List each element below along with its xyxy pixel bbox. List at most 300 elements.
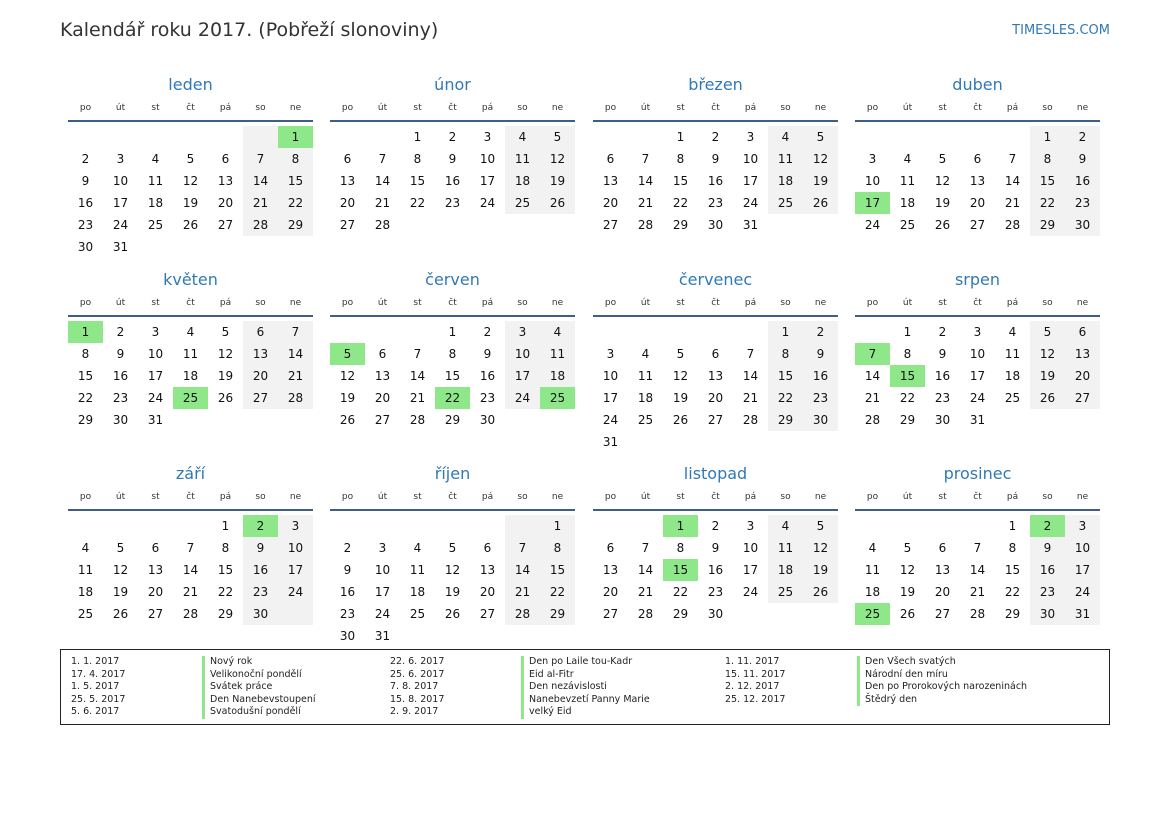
calendar-day: 24 <box>147 391 164 405</box>
month-name: květen <box>163 270 218 289</box>
day-grid <box>855 515 1100 625</box>
calendar-day: 4 <box>868 541 877 555</box>
calendar-day: 30 <box>934 413 951 427</box>
calendar-day: 18 <box>637 391 654 405</box>
calendar-day: 26 <box>549 196 566 210</box>
calendar-day: 1 <box>413 130 422 144</box>
calendar-day: 20 <box>339 196 356 210</box>
month-name: červen <box>425 270 480 289</box>
weekday-label: ne <box>289 103 302 113</box>
weekday-label: po <box>341 492 354 502</box>
calendar-day: 18 <box>777 563 794 577</box>
month-name: březen <box>688 75 743 94</box>
weekday-label: st <box>413 298 422 308</box>
calendar-day: 30 <box>339 629 356 643</box>
calendar-day: 9 <box>1078 152 1087 166</box>
calendar-day: 4 <box>1008 325 1017 339</box>
weekday-label: čt <box>973 298 982 308</box>
calendar-day: 16 <box>444 174 461 188</box>
calendar-day: 12 <box>549 152 566 166</box>
calendar-day: 6 <box>938 541 947 555</box>
calendar-day: 19 <box>934 196 951 210</box>
calendar-day: 20 <box>602 585 619 599</box>
calendar-day: 12 <box>339 369 356 383</box>
calendar-day: 21 <box>514 585 531 599</box>
calendar-day: 31 <box>602 435 619 449</box>
month-name: prosinec <box>943 464 1012 483</box>
calendar-day: 14 <box>287 347 304 361</box>
calendar-day: 11 <box>1004 347 1021 361</box>
calendar-day: 22 <box>77 391 94 405</box>
calendar-day: 9 <box>711 541 720 555</box>
calendar-day: 27 <box>969 218 986 232</box>
weekday-header <box>68 291 313 317</box>
calendar-day: 10 <box>1074 541 1091 555</box>
holiday-legend <box>60 649 1110 725</box>
weekday-label: ne <box>289 492 302 502</box>
day-grid <box>330 126 575 236</box>
calendar-day: 29 <box>77 413 94 427</box>
calendar-day: 16 <box>77 196 94 210</box>
calendar-day: 8 <box>903 347 912 361</box>
calendar-day: 16 <box>812 369 829 383</box>
month-7 <box>855 269 1100 431</box>
calendar-day: 17 <box>969 369 986 383</box>
calendar-day: 4 <box>781 519 790 533</box>
weekday-label: so <box>1042 103 1053 113</box>
calendar-day: 31 <box>1074 607 1091 621</box>
weekday-label: po <box>341 103 354 113</box>
legend-holiday-name: Svátek práce <box>202 681 272 694</box>
calendar-day: 21 <box>409 391 426 405</box>
calendar-day: 4 <box>81 541 90 555</box>
calendar-day: 21 <box>637 585 654 599</box>
calendar-day: 18 <box>147 196 164 210</box>
calendar-day: 20 <box>374 391 391 405</box>
calendar-day: 27 <box>1074 391 1091 405</box>
weekday-label: ne <box>551 492 564 502</box>
calendar-day: 21 <box>742 391 759 405</box>
weekday-label: pá <box>481 492 494 502</box>
day-grid <box>593 126 838 236</box>
weekday-label: st <box>151 298 160 308</box>
calendar-day: 27 <box>252 391 269 405</box>
weekday-label: út <box>902 298 913 308</box>
calendar-day: 15 <box>77 369 94 383</box>
weekday-label: út <box>640 492 651 502</box>
legend-holiday-name: Velikonoční pondělí <box>202 669 302 682</box>
calendar-day: 7 <box>256 152 265 166</box>
holiday-day: 2 <box>1030 515 1065 537</box>
calendar-day: 16 <box>112 369 129 383</box>
calendar-day: 8 <box>291 152 300 166</box>
calendar-day: 18 <box>777 174 794 188</box>
calendar-day: 7 <box>291 325 300 339</box>
legend-date: 17. 4. 2017 <box>71 668 126 680</box>
month-name: říjen <box>434 464 471 483</box>
calendar-day: 15 <box>672 174 689 188</box>
weekday-label: po <box>604 298 617 308</box>
calendar-day: 30 <box>112 413 129 427</box>
weekday-header <box>855 96 1100 122</box>
calendar-day: 19 <box>549 174 566 188</box>
calendar-day: 6 <box>256 325 265 339</box>
calendar-day: 17 <box>479 174 496 188</box>
calendar-day: 30 <box>812 413 829 427</box>
calendar-day: 7 <box>641 541 650 555</box>
calendar-day: 26 <box>672 413 689 427</box>
calendar-day: 11 <box>182 347 199 361</box>
calendar-day: 26 <box>1039 391 1056 405</box>
weekday-label: ne <box>1076 492 1089 502</box>
calendar-day: 22 <box>899 391 916 405</box>
calendar-day: 16 <box>339 585 356 599</box>
calendar-day: 7 <box>378 152 387 166</box>
calendar-day: 6 <box>343 152 352 166</box>
calendar-day: 19 <box>112 585 129 599</box>
calendar-day: 6 <box>378 347 387 361</box>
calendar-day: 18 <box>77 585 94 599</box>
calendar-day: 13 <box>602 174 619 188</box>
calendar-day: 8 <box>221 541 230 555</box>
page-title: Kalendář roku 2017. (Pobřeží slonoviny) <box>60 19 439 41</box>
calendar-day: 16 <box>252 563 269 577</box>
weekday-label: po <box>79 103 92 113</box>
calendar-day: 18 <box>1004 369 1021 383</box>
weekday-label: st <box>413 492 422 502</box>
calendar-day: 8 <box>1043 152 1052 166</box>
calendar-day: 29 <box>217 607 234 621</box>
calendar-day: 11 <box>514 152 531 166</box>
legend-date: 2. 12. 2017 <box>725 681 780 693</box>
weekday-label: pá <box>1006 492 1019 502</box>
weekday-label: čt <box>186 298 195 308</box>
calendar-day: 5 <box>1043 325 1052 339</box>
holiday-day: 1 <box>278 126 313 148</box>
calendar-day: 13 <box>147 563 164 577</box>
weekday-label: ne <box>814 103 827 113</box>
calendar-day: 26 <box>812 196 829 210</box>
calendar-day: 2 <box>711 519 720 533</box>
holiday-day: 7 <box>855 343 890 365</box>
calendar-day: 4 <box>781 130 790 144</box>
calendar-day: 28 <box>252 218 269 232</box>
calendar-day: 25 <box>899 218 916 232</box>
month-10 <box>593 463 838 625</box>
calendar-day: 14 <box>969 563 986 577</box>
weekday-label: st <box>938 492 947 502</box>
calendar-day: 13 <box>479 563 496 577</box>
weekday-label: ne <box>814 298 827 308</box>
weekday-label: út <box>640 103 651 113</box>
calendar-day: 24 <box>1074 585 1091 599</box>
calendar-day: 15 <box>549 563 566 577</box>
day-grid <box>593 515 838 625</box>
calendar-day: 8 <box>448 347 457 361</box>
calendar-day: 15 <box>1039 174 1056 188</box>
calendar-day: 5 <box>816 130 825 144</box>
calendar-day: 14 <box>182 563 199 577</box>
weekday-label: čt <box>711 298 720 308</box>
calendar-day: 3 <box>973 325 982 339</box>
calendar-day: 29 <box>777 413 794 427</box>
calendar-day: 25 <box>777 196 794 210</box>
calendar-day: 24 <box>742 196 759 210</box>
calendar-day: 24 <box>112 218 129 232</box>
calendar-day: 2 <box>1078 130 1087 144</box>
calendar-day: 21 <box>182 585 199 599</box>
calendar-day: 30 <box>77 240 94 254</box>
calendar-day: 24 <box>864 218 881 232</box>
calendar-day: 25 <box>777 585 794 599</box>
weekday-label: ne <box>551 298 564 308</box>
weekday-label: pá <box>481 103 494 113</box>
calendar-day: 1 <box>1008 519 1017 533</box>
legend-holiday-name: Den nezávislosti <box>521 681 607 694</box>
calendar-day: 2 <box>483 325 492 339</box>
calendar-day: 22 <box>409 196 426 210</box>
calendar-day: 3 <box>746 519 755 533</box>
calendar-day: 19 <box>444 585 461 599</box>
calendar-day: 11 <box>637 369 654 383</box>
calendar-day: 17 <box>742 563 759 577</box>
calendar-day: 23 <box>1074 196 1091 210</box>
calendar-day: 25 <box>1004 391 1021 405</box>
calendar-day: 12 <box>444 563 461 577</box>
calendar-day: 1 <box>903 325 912 339</box>
calendar-day: 4 <box>151 152 160 166</box>
weekday-label: so <box>255 103 266 113</box>
weekday-label: ne <box>289 298 302 308</box>
calendar-day: 22 <box>287 196 304 210</box>
calendar-day: 5 <box>186 152 195 166</box>
month-name: únor <box>434 75 471 94</box>
calendar-day: 10 <box>479 152 496 166</box>
calendar-day: 28 <box>287 391 304 405</box>
weekday-header <box>593 485 838 511</box>
calendar-day: 7 <box>746 347 755 361</box>
calendar-day: 9 <box>343 563 352 577</box>
weekday-label: út <box>377 298 388 308</box>
weekday-label: so <box>1042 492 1053 502</box>
legend-date: 1. 5. 2017 <box>71 681 120 693</box>
weekday-label: čt <box>448 298 457 308</box>
calendar-day: 24 <box>479 196 496 210</box>
calendar-day: 29 <box>549 607 566 621</box>
weekday-label: po <box>866 298 879 308</box>
calendar-day: 29 <box>672 218 689 232</box>
calendar-day: 3 <box>151 325 160 339</box>
calendar-day: 13 <box>969 174 986 188</box>
calendar-day: 20 <box>252 369 269 383</box>
calendar-day: 1 <box>221 519 230 533</box>
calendar-day: 28 <box>182 607 199 621</box>
calendar-day: 22 <box>549 585 566 599</box>
weekday-label: po <box>866 492 879 502</box>
calendar-day: 21 <box>637 196 654 210</box>
legend-date: 15. 11. 2017 <box>725 668 786 680</box>
calendar-day: 31 <box>742 218 759 232</box>
calendar-day: 6 <box>483 541 492 555</box>
holiday-day: 5 <box>330 343 365 365</box>
weekday-label: po <box>341 298 354 308</box>
legend-holiday-name: velký Eid <box>521 706 572 719</box>
calendar-day: 8 <box>81 347 90 361</box>
calendar-day: 27 <box>147 607 164 621</box>
calendar-day: 3 <box>483 130 492 144</box>
calendar-day: 26 <box>812 585 829 599</box>
calendar-day: 6 <box>973 152 982 166</box>
calendar-day: 14 <box>514 563 531 577</box>
calendar-day: 1 <box>553 519 562 533</box>
weekday-label: čt <box>711 492 720 502</box>
calendar-day: 31 <box>112 240 129 254</box>
calendar-day: 3 <box>378 541 387 555</box>
calendar-day: 21 <box>1004 196 1021 210</box>
calendar-day: 20 <box>707 391 724 405</box>
month-6 <box>593 269 838 453</box>
calendar-day: 28 <box>742 413 759 427</box>
calendar-day: 15 <box>217 563 234 577</box>
calendar-day: 13 <box>374 369 391 383</box>
calendar-day: 17 <box>602 391 619 405</box>
calendar-day: 29 <box>672 607 689 621</box>
holiday-day: 15 <box>890 365 925 387</box>
calendar-day: 11 <box>549 347 566 361</box>
legend-holiday-name: Den Nanebevstoupení <box>202 694 316 707</box>
calendar-day: 27 <box>602 218 619 232</box>
legend-holiday-name: Nanebevzetí Panny Marie <box>521 694 650 707</box>
month-name: leden <box>168 75 213 94</box>
calendar-day: 2 <box>938 325 947 339</box>
day-grid <box>68 321 313 431</box>
calendar-day: 17 <box>287 563 304 577</box>
calendar-day: 10 <box>112 174 129 188</box>
calendar-day: 2 <box>343 541 352 555</box>
calendar-day: 27 <box>479 607 496 621</box>
calendar-day: 10 <box>374 563 391 577</box>
calendar-day: 9 <box>483 347 492 361</box>
calendar-day: 23 <box>707 585 724 599</box>
calendar-day: 10 <box>147 347 164 361</box>
calendar-day: 22 <box>672 585 689 599</box>
calendar-day: 26 <box>899 607 916 621</box>
calendar-day: 3 <box>606 347 615 361</box>
calendar-day: 5 <box>903 541 912 555</box>
holiday-day: 25 <box>855 603 890 625</box>
weekday-label: so <box>517 103 528 113</box>
calendar-day: 7 <box>413 347 422 361</box>
calendar-day: 24 <box>969 391 986 405</box>
calendar-day: 26 <box>444 607 461 621</box>
calendar-day: 18 <box>899 196 916 210</box>
calendar-day: 2 <box>448 130 457 144</box>
calendar-day: 21 <box>864 391 881 405</box>
calendar-day: 30 <box>252 607 269 621</box>
month-9 <box>330 463 575 647</box>
weekday-header <box>68 96 313 122</box>
calendar-day: 15 <box>444 369 461 383</box>
weekday-label: po <box>79 298 92 308</box>
weekday-label: so <box>255 298 266 308</box>
calendar-day: 3 <box>868 152 877 166</box>
calendar-day: 19 <box>1039 369 1056 383</box>
month-name: září <box>175 464 206 483</box>
calendar-day: 10 <box>742 152 759 166</box>
legend-holiday-name: Eid al-Fitr <box>521 669 574 682</box>
calendar-day: 17 <box>147 369 164 383</box>
calendar-day: 9 <box>116 347 125 361</box>
weekday-label: čt <box>448 103 457 113</box>
calendar-day: 17 <box>1074 563 1091 577</box>
calendar-day: 8 <box>781 347 790 361</box>
weekday-label: st <box>151 103 160 113</box>
calendar-day: 23 <box>444 196 461 210</box>
calendar-day: 21 <box>374 196 391 210</box>
month-5 <box>330 269 575 431</box>
calendar-day: 4 <box>186 325 195 339</box>
calendar-day: 6 <box>221 152 230 166</box>
weekday-label: čt <box>448 492 457 502</box>
calendar-day: 29 <box>1004 607 1021 621</box>
month-11 <box>855 463 1100 625</box>
calendar-day: 31 <box>147 413 164 427</box>
calendar-day: 30 <box>707 607 724 621</box>
month-3 <box>855 74 1100 236</box>
calendar-day: 7 <box>186 541 195 555</box>
holiday-day: 15 <box>663 559 698 581</box>
calendar-day: 14 <box>252 174 269 188</box>
calendar-day: 5 <box>116 541 125 555</box>
weekday-header <box>330 485 575 511</box>
weekday-label: st <box>151 492 160 502</box>
calendar-day: 19 <box>672 391 689 405</box>
calendar-day: 17 <box>374 585 391 599</box>
calendar-day: 19 <box>182 196 199 210</box>
legend-date: 7. 8. 2017 <box>390 681 439 693</box>
calendar-day: 9 <box>711 152 720 166</box>
calendar-day: 23 <box>112 391 129 405</box>
calendar-day: 28 <box>637 218 654 232</box>
calendar-day: 19 <box>339 391 356 405</box>
holiday-day: 17 <box>855 192 890 214</box>
calendar-day: 7 <box>641 152 650 166</box>
calendar-day: 27 <box>602 607 619 621</box>
weekday-label: ne <box>1076 298 1089 308</box>
site-link[interactable]: TIMESLES.COM <box>1012 23 1110 38</box>
month-name: srpen <box>954 270 1001 289</box>
weekday-label: po <box>604 103 617 113</box>
calendar-day: 3 <box>1078 519 1087 533</box>
calendar-day: 24 <box>602 413 619 427</box>
calendar-day: 9 <box>816 347 825 361</box>
calendar-day: 13 <box>217 174 234 188</box>
calendar-day: 13 <box>339 174 356 188</box>
month-8 <box>68 463 313 625</box>
calendar-day: 20 <box>602 196 619 210</box>
month-name: duben <box>952 75 1003 94</box>
calendar-day: 23 <box>812 391 829 405</box>
calendar-day: 20 <box>147 585 164 599</box>
weekday-label: so <box>780 492 791 502</box>
calendar-day: 14 <box>374 174 391 188</box>
calendar-day: 11 <box>777 152 794 166</box>
calendar-day: 28 <box>1004 218 1021 232</box>
calendar-day: 16 <box>1039 563 1056 577</box>
calendar-day: 4 <box>903 152 912 166</box>
calendar-day: 9 <box>448 152 457 166</box>
calendar-day: 12 <box>182 174 199 188</box>
